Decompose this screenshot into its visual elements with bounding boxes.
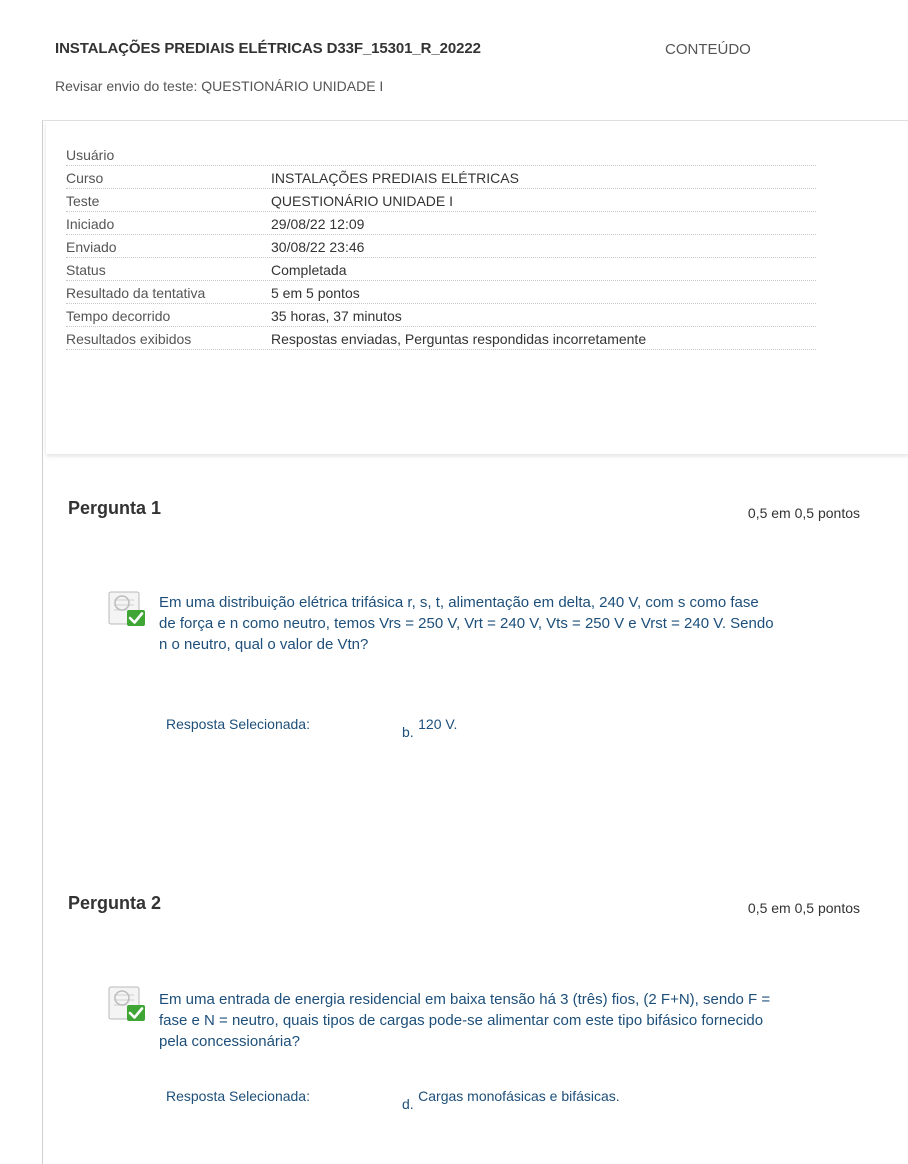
answer-letter: b. (402, 724, 414, 740)
detail-row-resultado (66, 281, 816, 304)
detail-value: 30/08/22 23:46 (271, 239, 365, 255)
answer-label: Resposta Selecionada: (166, 1088, 310, 1104)
answer-label: Resposta Selecionada: (166, 716, 310, 732)
nav-content-link[interactable]: CONTEÚDO (665, 41, 751, 58)
breadcrumb: Revisar envio do teste: QUESTIONÁRIO UNIDADE I (55, 78, 384, 94)
detail-label: Resultado da tentativa (66, 285, 206, 301)
selected-answer-row (166, 1088, 620, 1112)
answer-text: Cargas monofásicas e bifásicas. (418, 1088, 620, 1104)
selected-answer-row (166, 716, 458, 740)
detail-value: Respostas enviadas, Perguntas respondidas incorretamente (271, 331, 647, 347)
detail-value: Completada (271, 262, 347, 278)
correct-answer-icon (105, 985, 149, 1025)
detail-label: Teste (66, 193, 100, 209)
question-text: Em uma entrada de energia residencial em baixa tensão há 3 (três) fios, (2 F+N), sendo F = fase e N = neutro, quais tipos de cargas pode-se alimentar com este tipo bifásico fornecido pela concessionária? (159, 991, 771, 1050)
detail-row-curso (66, 166, 816, 189)
detail-row-teste (66, 189, 816, 212)
detail-value: 5 em 5 pontos (271, 285, 360, 301)
detail-row-status (66, 258, 816, 281)
question-1 (68, 498, 860, 740)
question-points: 0,5 em 0,5 pontos (747, 505, 860, 521)
detail-row-usuario (66, 143, 816, 166)
course-title[interactable]: INSTALAÇÕES PREDIAIS ELÉTRICAS D33F_15301_R_20222 (55, 40, 481, 57)
answer-text: 120 V. (418, 716, 458, 732)
detail-label: Usuário (66, 147, 115, 163)
question-title: Pergunta 2 (68, 893, 162, 913)
detail-label: Tempo decorrido (66, 308, 171, 324)
detail-label: Resultados exibidos (66, 331, 192, 347)
detail-value: 35 horas, 37 minutos (271, 308, 402, 324)
question-text: Em uma distribuição elétrica trifásica r, s, t, alimentação em delta, 240 V, com s como fase de força e n como neutro, temos Vrs = 250 V, Vrt = 240 V, Vts = 250 V e Vrst = 240 V. Sendo n o neutro, qual o valor de Vtn? (159, 594, 774, 653)
attempt-details-table (66, 143, 816, 350)
answer-letter: d. (402, 1096, 414, 1112)
detail-label: Curso (66, 170, 104, 186)
detail-value: INSTALAÇÕES PREDIAIS ELÉTRICAS (271, 170, 519, 186)
correct-answer-icon (105, 590, 149, 630)
question-points: 0,5 em 0,5 pontos (747, 900, 860, 916)
question-2 (68, 893, 860, 1123)
detail-label: Enviado (66, 239, 117, 255)
detail-row-tempo (66, 304, 816, 327)
detail-label: Iniciado (66, 216, 115, 232)
attempt-details-panel (46, 121, 908, 454)
detail-label: Status (66, 262, 106, 278)
detail-row-resultados-exibidos (66, 327, 816, 350)
question-title: Pergunta 1 (68, 498, 162, 518)
detail-row-enviado (66, 235, 816, 258)
detail-value: QUESTIONÁRIO UNIDADE I (271, 193, 454, 209)
detail-value: 29/08/22 12:09 (271, 216, 365, 232)
detail-row-iniciado (66, 212, 816, 235)
